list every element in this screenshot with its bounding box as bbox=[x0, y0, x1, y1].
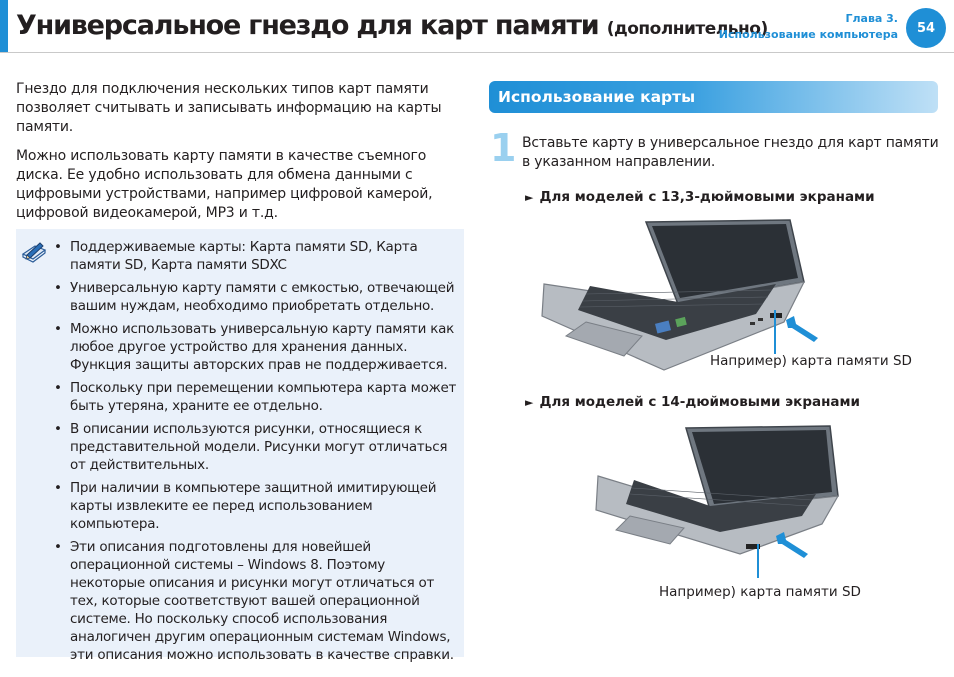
note-item bbox=[52, 379, 462, 415]
title-divider bbox=[0, 52, 954, 53]
note-item bbox=[52, 538, 462, 664]
page-title bbox=[16, 10, 768, 41]
caption-13: Например) карта памяти SD bbox=[710, 353, 912, 369]
intro-paragraph-2: Можно использовать карту памяти в качестве съемного диска. Ее удобно использовать для обмена данными с цифровыми устройствами, например цифровой камерой, цифровой видеокамерой, MP3 и т.д. bbox=[16, 148, 433, 221]
callout-line-14 bbox=[756, 544, 760, 578]
note-text: Универсальную карту памяти с емкостью, отвечающей вашим нуждам, необходимо приобретать отдельно. bbox=[70, 280, 455, 314]
chapter-name: Использование компьютера bbox=[718, 28, 898, 41]
model-heading-13 bbox=[525, 189, 875, 205]
page-number-badge: 54 bbox=[906, 8, 946, 48]
insert-arrow-icon bbox=[774, 530, 814, 560]
note-item bbox=[52, 320, 462, 374]
triangle-bullet-icon: ► bbox=[525, 396, 534, 409]
note-list bbox=[52, 238, 462, 669]
note-item bbox=[52, 238, 462, 274]
note-text: Поскольку при перемещении компьютера карта может быть утеряна, храните ее отдельно. bbox=[70, 380, 457, 414]
note-bullet: • bbox=[54, 421, 62, 437]
chapter-number: Глава 3. bbox=[845, 12, 898, 25]
note-text: В описании используются рисунки, относящиеся к представительной модели. Рисунки могут отличаться от действительных. bbox=[70, 421, 448, 473]
note-item bbox=[52, 420, 462, 474]
title-accent-bar bbox=[0, 0, 8, 52]
note-bullet: • bbox=[54, 321, 62, 337]
note-bullet: • bbox=[54, 480, 62, 496]
note-text: Эти описания подготовлены для новейшей операционной системы – Windows 8. Поэтому некоторые описания и рисунки могут отличаться от тех, которые соответствуют вашей операционной системе. Но поскольку способ использования аналогичен другим операционным системам Windows, эти описания можно использовать в качестве справки. bbox=[70, 539, 454, 663]
note-item bbox=[52, 279, 462, 315]
chapter-label bbox=[719, 11, 898, 43]
model-heading-text: Для моделей с 14-дюймовыми экранами bbox=[539, 394, 861, 410]
note-bullet: • bbox=[54, 239, 62, 255]
callout-line-13 bbox=[773, 310, 777, 354]
page-title-suffix: (дополнительно) bbox=[606, 19, 768, 39]
insert-arrow-icon bbox=[784, 314, 824, 344]
triangle-bullet-icon: ► bbox=[525, 191, 534, 204]
note-text: При наличии в компьютере защитной имитирующей карты извлеките ее перед использованием компьютера. bbox=[70, 480, 437, 532]
section-title: Использование карты bbox=[498, 88, 696, 106]
page-title-main: Универсальное гнездо для карт памяти bbox=[16, 10, 599, 41]
note-bullet: • bbox=[54, 280, 62, 296]
note-bullet: • bbox=[54, 539, 62, 555]
step-number: 1 bbox=[490, 126, 517, 170]
step-text: Вставьте карту в универсальное гнездо для карт памяти в указанном направлении. bbox=[522, 135, 939, 170]
intro-paragraph-1: Гнездо для подключения нескольких типов карт памяти позволяет считывать и записывать информацию на карты памяти. bbox=[16, 81, 442, 135]
note-item bbox=[52, 479, 462, 533]
model-heading-text: Для моделей с 13,3-дюймовыми экранами bbox=[539, 189, 875, 205]
caption-14: Например) карта памяти SD bbox=[659, 584, 861, 600]
note-text: Можно использовать универсальную карту памяти как любое другое устройство для хранения данных. Функция защиты авторских прав не поддерживается. bbox=[70, 321, 455, 373]
note-text: Поддерживаемые карты: Карта памяти SD, Карта памяти SD, Карта памяти SDXC bbox=[70, 239, 418, 273]
model-heading-14 bbox=[525, 394, 860, 410]
note-bullet: • bbox=[54, 380, 62, 396]
pencil-note-icon bbox=[20, 238, 48, 266]
section-header bbox=[489, 81, 938, 113]
